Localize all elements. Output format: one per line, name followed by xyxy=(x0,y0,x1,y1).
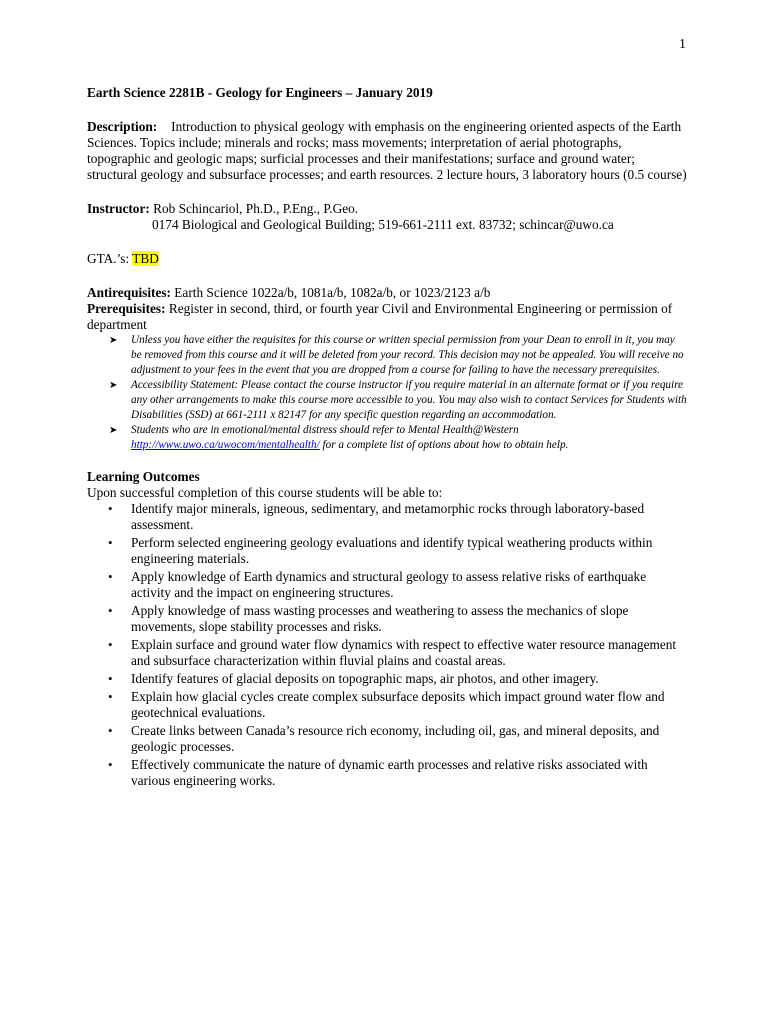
list-item xyxy=(108,535,687,567)
description-text: Introduction to physical geology with emphasis on the engineering oriented aspects of the Earth Sciences. Topics include; minerals and rocks; mass movements; interpretation of aerial photographs, topographic and geologic maps; surficial processes and their manifestations; surface and ground water; structural geology and subsurface processes; and earth resources. 2 lecture hours, 3 laboratory hours (0.5 course) xyxy=(87,119,687,182)
instructor-address: 0174 Biological and Geological Building; 519-661-2111 ext. 83732; schincar@uwo.ca xyxy=(152,217,614,232)
gta-line xyxy=(87,251,687,267)
round-bullet-icon: • xyxy=(108,501,113,516)
list-item xyxy=(108,637,687,669)
note-text: Students who are in emotional/mental distress should refer to Mental Health@Western xyxy=(131,424,519,436)
prerequisites-label: Prerequisites: xyxy=(87,301,166,316)
instructor-line xyxy=(87,201,687,217)
list-item xyxy=(108,671,687,687)
page-number: 1 xyxy=(679,37,686,52)
document-body xyxy=(87,85,687,791)
outcome-text: Apply knowledge of mass wasting processes and weathering to assess the mechanics of slope movements, slope stability processes and risks. xyxy=(131,603,629,634)
course-title: Earth Science 2281B - Geology for Engineers – January 2019 xyxy=(87,85,433,100)
list-item xyxy=(108,723,687,755)
outcome-text: Explain how glacial cycles create complex subsurface deposits which impact ground water flow and geotechnical evaluations. xyxy=(131,689,665,720)
round-bullet-icon: • xyxy=(108,637,113,652)
list-item xyxy=(108,603,687,635)
note-item xyxy=(109,423,687,453)
learning-outcomes-heading: Learning Outcomes xyxy=(87,469,200,484)
antirequisites-line xyxy=(87,285,687,301)
list-item xyxy=(108,757,687,789)
note-text: Unless you have either the requisites for this course or written special permission from your Dean to enroll in it, you may be removed from this course and it will be deleted from your record. This decision may not be appealed. You will receive no adjustment to your fees in the event that you are dropped from a course for failing to have the necessary prerequisites. xyxy=(131,334,684,376)
arrowhead-bullet-icon: ➤ xyxy=(109,335,118,346)
list-item xyxy=(108,501,687,533)
description-paragraph xyxy=(87,119,687,183)
outcome-text: Identify features of glacial deposits on topographic maps, air photos, and other imagery. xyxy=(131,671,599,686)
note-item xyxy=(109,378,687,423)
round-bullet-icon: • xyxy=(108,569,113,584)
learning-outcomes-intro: Upon successful completion of this course students will be able to: xyxy=(87,485,443,500)
outcome-text: Apply knowledge of Earth dynamics and structural geology to assess relative risks of earthquake activity and the impact on engineering structures. xyxy=(131,569,647,600)
mental-health-link[interactable]: http://www.uwo.ca/uwocom/mentalhealth/ xyxy=(131,439,320,451)
round-bullet-icon: • xyxy=(108,671,113,686)
arrowhead-bullet-icon: ➤ xyxy=(109,380,118,391)
outcome-text: Identify major minerals, igneous, sedimentary, and metamorphic rocks through laboratory-based assessment. xyxy=(131,501,645,532)
note-text: Accessibility Statement: Please contact the course instructor if you require material in an alternate format or if you require any other arrangements to make this course more accessible to you. You may also wish to contact Services for Students with Disabilities (SSD) at 661-2111 x 82147 for any specific question regarding an accommodation. xyxy=(131,379,687,421)
round-bullet-icon: • xyxy=(108,757,113,772)
description-label: Description: xyxy=(87,119,158,134)
prerequisites-text: Register in second, third, or fourth year Civil and Environmental Engineering or permission of department xyxy=(87,301,673,332)
outcome-text: Explain surface and ground water flow dynamics with respect to effective water resource management and subsurface characterization within fluvial plains and coastal areas. xyxy=(131,637,677,668)
list-item xyxy=(108,569,687,601)
note-item xyxy=(109,333,687,378)
antirequisites-text: Earth Science 1022a/b, 1081a/b, 1082a/b, or 1023/2123 a/b xyxy=(170,285,491,300)
round-bullet-icon: • xyxy=(108,723,113,738)
antirequisites-label: Antirequisites: xyxy=(87,285,171,300)
outcome-text: Create links between Canada’s resource rich economy, including oil, gas, and mineral deposits, and geologic processes. xyxy=(131,723,660,754)
instructor-label: Instructor: xyxy=(87,201,150,216)
instructor-name: Rob Schincariol, Ph.D., P.Eng., P.Geo. xyxy=(149,201,359,216)
link-trailing-text: for a complete list of options about how to obtain help. xyxy=(319,439,569,451)
outcome-text: Effectively communicate the nature of dynamic earth processes and relative risks associated with various engineering works. xyxy=(131,757,648,788)
round-bullet-icon: • xyxy=(108,689,113,704)
gta-label: GTA.’s: xyxy=(87,251,133,266)
round-bullet-icon: • xyxy=(108,535,113,550)
round-bullet-icon: • xyxy=(108,603,113,618)
list-item xyxy=(108,689,687,721)
notes-list xyxy=(87,333,687,453)
arrowhead-bullet-icon: ➤ xyxy=(109,425,118,436)
outcome-text: Perform selected engineering geology evaluations and identify typical weathering products within engineering materials. xyxy=(131,535,653,566)
gta-value: TBD xyxy=(132,251,159,266)
learning-outcomes-list xyxy=(87,501,687,789)
prerequisites-line xyxy=(87,301,687,333)
